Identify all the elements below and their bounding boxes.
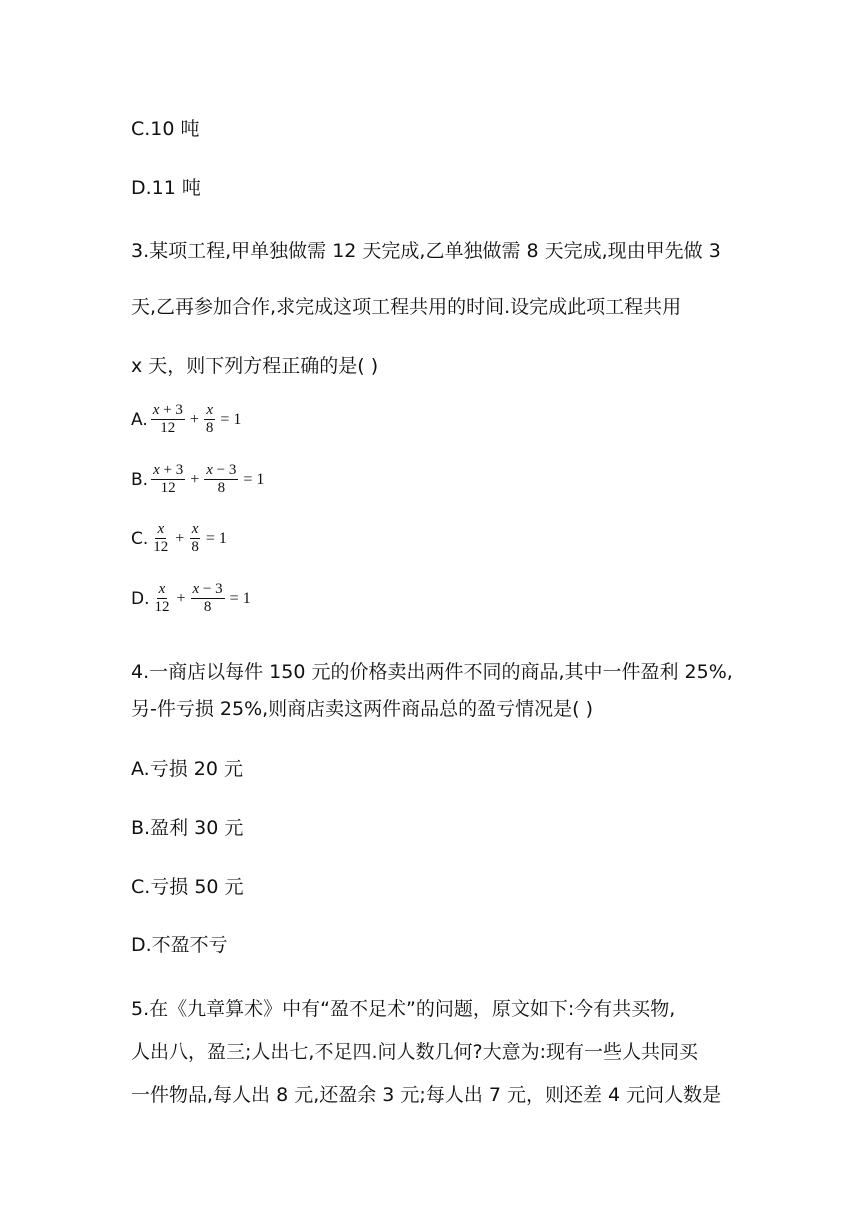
numerator: x [191, 521, 199, 537]
denominator: 12 [154, 599, 170, 615]
q5-stem-line-2: 人出八，盈三;人出七,不足四.问人数几何?大意为:现有一些人共同买 [131, 1041, 698, 1063]
q3-stem-line-3: x 天，则下列方程正确的是( ) [131, 355, 379, 377]
equation-rhs: = 1 [205, 529, 227, 547]
fraction [189, 521, 201, 556]
numerator: x − 3 [192, 581, 223, 597]
q4-option-a: A.亏损 20 元 [131, 758, 243, 780]
numerator: x [158, 581, 166, 597]
q3-stem-line-2: 天,乙再参加合作,求完成这项工程共用的时间.设完成此项工程共用 [131, 296, 682, 318]
plus-sign: + [175, 529, 185, 547]
fraction [151, 521, 170, 556]
denominator: 12 [153, 539, 169, 555]
denominator: 8 [217, 480, 226, 496]
q4-option-d: D.不盈不亏 [131, 934, 228, 956]
option-label: C. [131, 528, 149, 549]
q5-stem-line-3: 一件物品,每人出 8 元,还盈余 3 元;每人出 7 元，则还差 4 元问人数是 [131, 1084, 722, 1106]
denominator: 8 [205, 420, 214, 436]
numerator: x + 3 [152, 402, 183, 418]
plus-sign: + [189, 410, 199, 428]
equation-rhs: = 1 [243, 470, 265, 488]
denominator: 8 [203, 599, 212, 615]
numerator: x [157, 521, 165, 537]
q4-stem-line-2: 另-件亏损 25%,则商店卖这两件商品总的盈亏情况是( ) [131, 698, 594, 720]
option-label: A. [131, 409, 148, 430]
numerator: x − 3 [206, 462, 237, 478]
q2-option-c: C.10 吨 [131, 118, 200, 140]
numerator: x + 3 [153, 462, 184, 478]
q4-option-c: C.亏损 50 元 [131, 876, 244, 898]
q3-option-a [131, 402, 245, 437]
fraction [191, 581, 225, 616]
fraction [151, 402, 185, 437]
q4-stem-line-1: 4.一商店以每件 150 元的价格卖出两件不同的商品,其中一件盈利 25%, [131, 661, 733, 683]
denominator: 12 [160, 480, 176, 496]
q3-stem-line-1: 3.某项工程,甲单独做需 12 天完成,乙单独做需 8 天完成,现由甲先做 3 [131, 240, 721, 262]
fraction [204, 462, 238, 497]
option-label: B. [131, 469, 149, 490]
option-label: D. [131, 588, 150, 609]
plus-sign: + [176, 589, 186, 607]
plus-sign: + [190, 470, 200, 488]
denominator: 12 [160, 420, 176, 436]
equation-rhs: = 1 [229, 589, 251, 607]
q2-option-d: D.11 吨 [131, 177, 201, 199]
q4-option-b: B.盈利 30 元 [131, 817, 244, 839]
denominator: 8 [191, 539, 199, 555]
fraction [151, 462, 185, 497]
fraction [204, 402, 216, 437]
equation-rhs: = 1 [220, 410, 242, 428]
q3-option-c [131, 521, 231, 556]
q5-stem-line-1: 5.在《九章算术》中有“盈不足术”的问题，原文如下:今有共买物, [131, 998, 676, 1020]
q3-option-b [131, 462, 268, 497]
fraction [153, 581, 172, 616]
numerator: x [206, 402, 213, 418]
q3-option-d [131, 581, 255, 616]
